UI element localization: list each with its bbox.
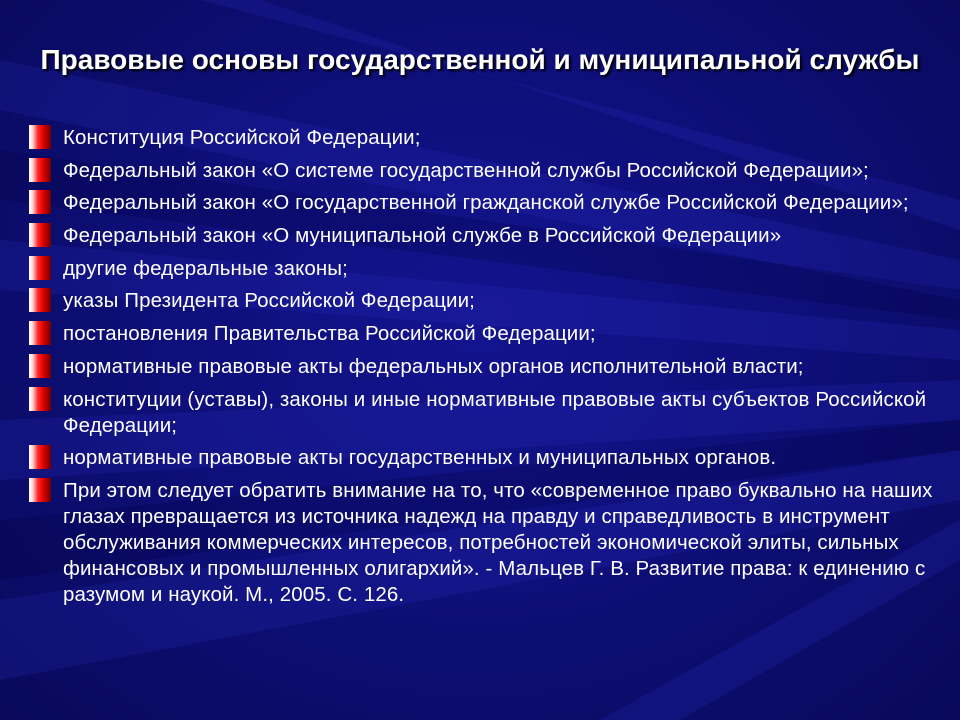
list-item [63,387,943,446]
list-item-text: постановления Правительства Российской Федерации; [63,322,596,346]
list-item-text: конституции (уставы), законы и иные нормативные правовые акты субъектов Российской Федерации; [63,387,927,437]
list-item-text: Федеральный закон «О государственной гражданской службе Российской Федерации»; [63,191,909,215]
list-item-text: указы Президента Российской Федерации; [63,289,475,313]
bullet-marker [29,387,51,411]
bullet-marker [29,223,51,247]
bullet-marker [29,354,51,378]
list-item-text: При этом следует обратить внимание на то, что «современное право буквально на наших глазах превращается из источника надежд на правду и справедливость в инструмент обслуживания коммерческих интересов, потребностей экономической элиты, сильных финансовых и промышленных олигархий». - Мальцев Г. В. Развитие права: к единению с разумом и наукой. М., 2005. С. 126. [63,478,933,606]
bullet-marker [29,445,51,469]
list-item [63,445,943,478]
bullet-marker [29,190,51,214]
bullet-marker [29,256,51,280]
list-item-text: Федеральный закон «О системе государственной службы Российской Федерации»; [63,158,869,182]
list-item [63,125,943,158]
list-item-text: Конституция Российской Федерации; [63,126,421,149]
list-item [63,158,943,191]
list-item-text: другие федеральные законы; [63,256,348,280]
bullet-marker [29,125,51,149]
list-item [63,256,943,289]
legal-basis-list [63,125,943,615]
list-item [63,354,943,387]
bullet-marker [29,478,51,502]
list-item-text: нормативные правовые акты государственных и муниципальных органов. [63,446,777,470]
list-item [63,478,943,615]
bullet-marker [29,288,51,312]
list-item [63,321,943,354]
bullet-marker [29,158,51,182]
list-item-text: Федеральный закон «О муниципальной службе в Российской Федерации» [63,224,782,248]
list-item [63,223,943,256]
list-item-text: нормативные правовые акты федеральных органов исполнительной власти; [63,354,804,378]
list-item [63,190,943,223]
list-item [63,288,943,321]
bullet-marker [29,321,51,345]
slide-title: Правовые основы государственной и муниципальной службы [40,44,920,75]
